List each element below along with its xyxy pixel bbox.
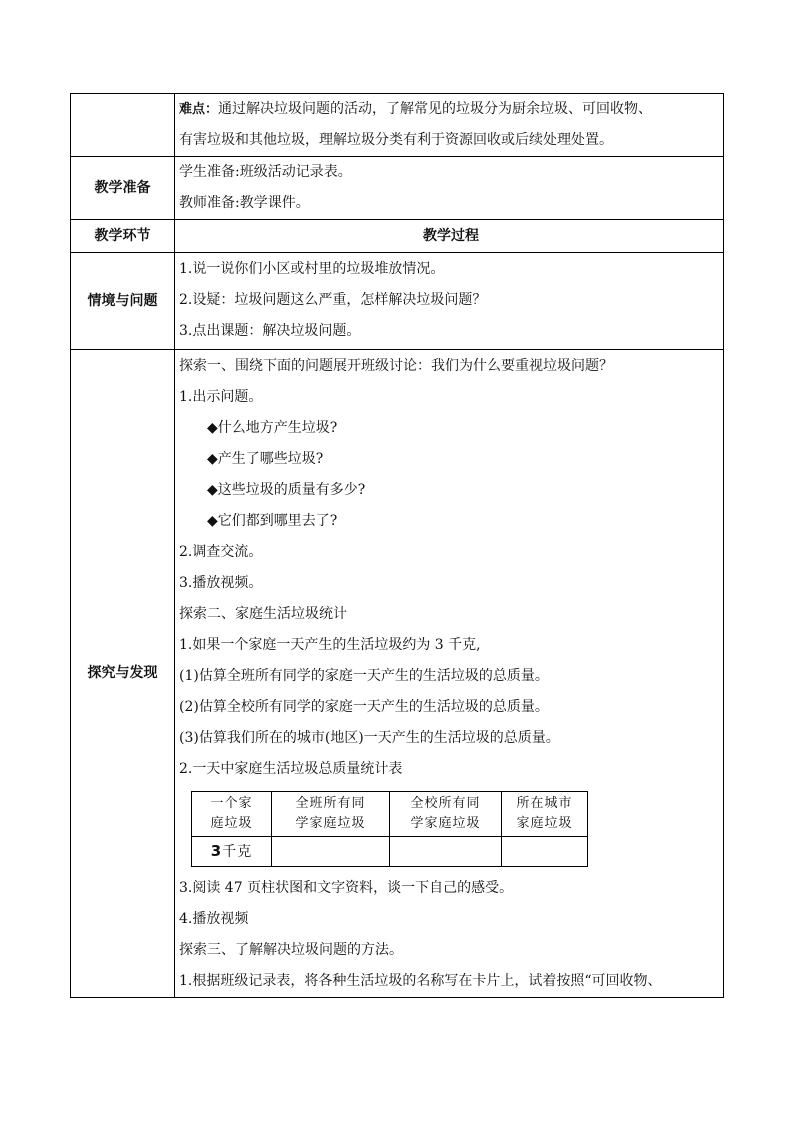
stats-value-cell <box>272 837 390 867</box>
explore-part1-title: 探索一、围绕下面的问题展开班级讨论：我们为什么要重视垃圾问题？ <box>179 358 613 374</box>
situation-cell <box>175 253 724 350</box>
stats-value-cell <box>390 837 502 867</box>
stats-header-cell: 一个家 庭垃圾 <box>192 792 272 837</box>
explore-line: (2)估算全校所有同学的家庭一天产生的生活垃圾的总质量。 <box>179 699 549 715</box>
situation-line-3: 3.点出课题：解决垃圾问题。 <box>179 323 361 339</box>
difficulty-cell <box>175 94 724 157</box>
difficulty-text-line2: 有害垃圾和其他垃圾，理解垃圾分类有利于资源回收或后续处理处置。 <box>179 132 613 148</box>
explore-part1-step1: 1.出示问题。 <box>179 389 263 405</box>
explore-line: 1.如果一个家庭一天产生的生活垃圾约为 3 千克, <box>179 637 481 653</box>
explore-line: 4.播放视频 <box>179 911 249 927</box>
explore-table-caption: 2.一天中家庭生活垃圾总质量统计表 <box>179 761 403 777</box>
explore-line: 3.播放视频。 <box>179 575 263 591</box>
prep-row <box>71 157 724 220</box>
explore-row <box>71 350 724 998</box>
explore-line: 1.根据班级记录表，将各种生活垃圾的名称写在卡片上，试着按照“可回收物、 <box>179 973 662 989</box>
header-col1: 教学环节 <box>71 220 175 253</box>
explore-label: 探究与发现 <box>71 350 175 998</box>
stats-header-row <box>192 792 588 837</box>
explore-cell <box>175 350 724 998</box>
situation-label: 情境与问题 <box>71 253 175 350</box>
stats-header-cell: 全班所有同 学家庭垃圾 <box>272 792 390 837</box>
explore-part2-title: 探索二、家庭生活垃圾统计 <box>179 606 347 622</box>
lesson-plan-sheet <box>70 93 724 998</box>
question-item: ◆产生了哪些垃圾? <box>207 451 324 467</box>
lesson-plan-table <box>70 93 724 998</box>
question-item: ◆什么地方产生垃圾? <box>207 420 338 436</box>
question-item: ◆这些垃圾的质量有多少? <box>207 482 366 498</box>
difficulty-text-line1: 通过解决垃圾问题的活动，了解常见的垃圾分为厨余垃圾、可回收物、 <box>218 101 653 117</box>
stats-value-cell: 3千克 <box>192 837 272 867</box>
difficulty-lead: 难点： <box>179 102 219 117</box>
stats-header-cell: 全校所有同 学家庭垃圾 <box>390 792 502 837</box>
difficulty-row <box>71 94 724 157</box>
prep-cell <box>175 157 724 220</box>
stats-value-cell <box>502 837 588 867</box>
stats-table-wrap <box>179 785 723 873</box>
prep-line-student: 学生准备:班级活动记录表。 <box>179 164 352 180</box>
prep-label: 教学准备 <box>71 157 175 220</box>
explore-line: (3)估算我们所在的城市(地区)一天产生的生活垃圾的总质量。 <box>179 730 560 746</box>
stats-value-row <box>192 837 588 867</box>
explore-part3-title: 探索三、了解解决垃圾问题的方法。 <box>179 942 403 958</box>
header-col2: 教学过程 <box>175 220 724 253</box>
explore-line: (1)估算全班所有同学的家庭一天产生的生活垃圾的总质量。 <box>179 668 549 684</box>
explore-line: 3.阅读 47 页柱状图和文字资料，谈一下自己的感受。 <box>179 880 514 896</box>
prep-line-teacher: 教师准备:教学课件。 <box>179 195 310 211</box>
explore-line: 2.调查交流。 <box>179 544 263 560</box>
situation-row <box>71 253 724 350</box>
difficulty-label-cell <box>71 94 175 157</box>
question-item: ◆它们都到哪里去了? <box>207 513 338 529</box>
situation-line-1: 1.说一说你们小区或村里的垃圾堆放情况。 <box>179 261 445 277</box>
garbage-stats-table <box>191 791 588 867</box>
situation-line-2: 2.设疑：垃圾问题这么严重，怎样解决垃圾问题？ <box>179 292 487 308</box>
stats-header-cell: 所在城市 家庭垃圾 <box>502 792 588 837</box>
header-row <box>71 220 724 253</box>
